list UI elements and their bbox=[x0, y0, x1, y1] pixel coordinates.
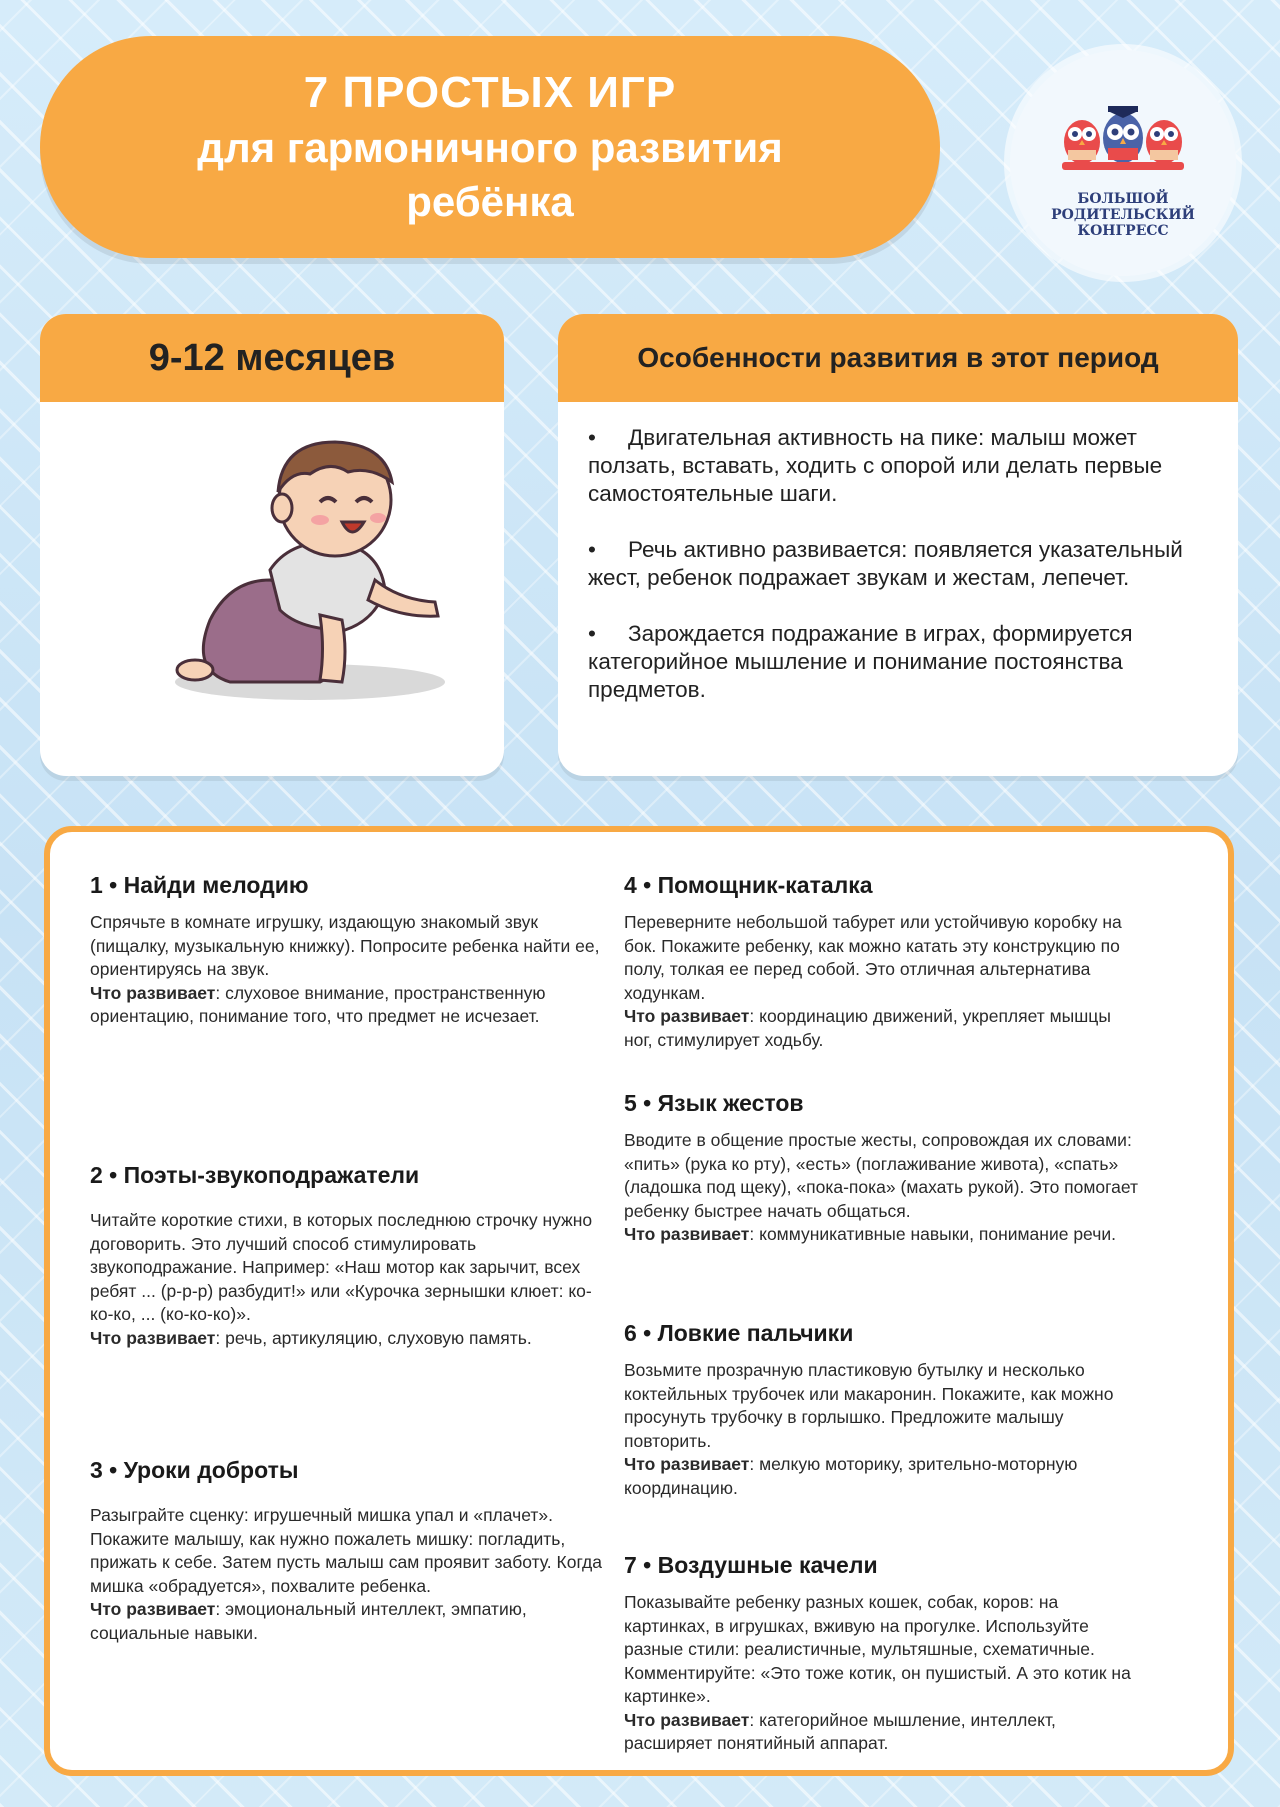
game-develops bbox=[90, 982, 610, 1029]
logo-text-line-1: БОЛЬШОЙ bbox=[1077, 191, 1169, 207]
game-7 bbox=[624, 1552, 1144, 1756]
title-line-2: для гармоничного развития bbox=[197, 124, 783, 171]
feature-text: Зарождается подражание в играх, формируется категорийное мышление и понимание постоянства предметов. bbox=[588, 621, 1133, 702]
develops-text: : категорийное мышление, интеллект, расширяет понятийный аппарат. bbox=[624, 1709, 1056, 1753]
develops-label: Что развивает bbox=[624, 1454, 750, 1474]
develops-text: : координацию движений, укрепляет мышцы ног, стимулирует ходьбу. bbox=[624, 1006, 1111, 1050]
bullet: • bbox=[588, 537, 596, 562]
game-1 bbox=[90, 872, 610, 1029]
game-title: 4 • Помощник-каталка bbox=[624, 872, 873, 898]
title-line-3: ребёнка bbox=[406, 178, 574, 225]
features-card bbox=[558, 314, 1238, 776]
feature-item bbox=[588, 536, 1208, 592]
game-title: 3 • Уроки доброты bbox=[90, 1457, 299, 1483]
develops-text: : эмоциональный интеллект, эмпатию, социальные навыки. bbox=[90, 1599, 527, 1643]
feature-text: Речь активно развивается: появляется указательный жест, ребенок подражает звукам и жестам, лепечет. bbox=[588, 537, 1183, 590]
develops-text: : слуховое внимание, пространственную ориентацию, понимание того, что предмет не исчезает. bbox=[90, 982, 546, 1026]
feature-item bbox=[588, 620, 1208, 704]
develops-label: Что развивает bbox=[90, 1327, 216, 1348]
game-title: 7 • Воздушные качели bbox=[624, 1552, 878, 1578]
features-title: Особенности развития в этот период bbox=[558, 314, 1238, 402]
game-text: Вводите в общение простые жесты, сопровождая их словами: «пить» (рука ко рту), «есть» (поглаживание живота), «спать» (ладошка под щеку), «пока-пока» (махать рукой). Это помогает ребенку быстрее начать общаться. bbox=[624, 1130, 1139, 1221]
develops-label: Что развивает bbox=[624, 1006, 750, 1026]
game-develops bbox=[624, 1453, 1144, 1500]
game-title: 6 • Ловкие пальчики bbox=[624, 1320, 854, 1346]
game-6 bbox=[624, 1320, 1144, 1500]
feature-item bbox=[588, 424, 1208, 508]
develops-label: Что развивает bbox=[90, 1599, 216, 1619]
game-develops bbox=[624, 1709, 1144, 1756]
game-text: Переверните небольшой табурет или устойчивую коробку на бок. Покажите ребенку, как можно катать эту конструкцию по полу, толкая ее перед собой. Это отличная альтернатива ходункам. bbox=[624, 912, 1122, 1003]
game-5 bbox=[624, 1090, 1144, 1247]
develops-text: : речь, артикуляцию, слуховую память. bbox=[215, 1327, 532, 1348]
games-panel bbox=[44, 826, 1234, 1776]
owls-icon bbox=[1058, 96, 1188, 176]
game-develops bbox=[90, 1598, 610, 1645]
develops-label: Что развивает bbox=[624, 1709, 750, 1730]
develops-text: : коммуникативные навыки, понимание речи. bbox=[749, 1224, 1116, 1244]
game-text: Возьмите прозрачную пластиковую бутылку и несколько коктейльных трубочек или макаронин. Покажите, как можно просунуть трубочку в горлышко. Предложите малышу повторить. bbox=[624, 1360, 1114, 1451]
logo-text-line-3: КОНГРЕСС bbox=[1077, 223, 1169, 239]
game-develops bbox=[624, 1005, 1144, 1052]
title-line-1: 7 ПРОСТЫХ ИГР bbox=[303, 68, 677, 117]
title-banner bbox=[40, 36, 940, 258]
features-list bbox=[558, 402, 1238, 704]
game-develops bbox=[90, 1327, 610, 1351]
logo-text-line-2: РОДИТЕЛЬСКИЙ bbox=[1051, 207, 1195, 223]
game-text: Разыграйте сценку: игрушечный мишка упал и «плачет». Покажите малышу, как нужно пожалеть мишку: погладить, прижать к себе. Затем пусть малыш сам проявит заботу. Когда мишка «обрадуется», похвалите ребенка. bbox=[90, 1505, 602, 1596]
bullet: • bbox=[588, 621, 596, 646]
game-3 bbox=[90, 1457, 610, 1645]
game-title: 5 • Язык жестов bbox=[624, 1090, 804, 1116]
congress-logo bbox=[1010, 50, 1236, 276]
game-text: Показывайте ребенку разных кошек, собак, коров: на картинках, в игрушках, вживую на прогулке. Используйте разные стили: реалистичные, мультяшные, схематичные. Комментируйте: «Это тоже котик, он пушистый. А это котик на картинке». bbox=[624, 1592, 1131, 1706]
game-4 bbox=[624, 872, 1144, 1052]
feature-text: Двигательная активность на пике: малыш может ползать, вставать, ходить с опорой или делать первые самостоятельные шаги. bbox=[588, 425, 1163, 506]
game-2 bbox=[90, 1162, 610, 1350]
age-card bbox=[40, 314, 504, 776]
game-title: 1 • Найди мелодию bbox=[90, 872, 309, 898]
develops-text: : мелкую моторику, зрительно-моторную координацию. bbox=[624, 1454, 1078, 1498]
game-title: 2 • Поэты-звукоподражатели bbox=[90, 1162, 420, 1188]
game-text: Читайте короткие стихи, в которых последнюю строчку нужно договорить. Это лучший способ стимулировать звукоподражание. Например: «Наш мотор как зарычит, всех ребят ... (р-р-р) разбудит!» или «Курочка зернышки клюет: ко-ко-ко, ... (ко-ко-ко)». bbox=[90, 1210, 593, 1324]
age-title: 9-12 месяцев bbox=[40, 314, 504, 402]
game-develops bbox=[624, 1223, 1144, 1247]
game-text: Спрячьте в комнате игрушку, издающую знакомый звук (пищалку, музыкальную книжку). Попросите ребенка найти ее, ориентируясь на звук. bbox=[90, 912, 600, 979]
bullet: • bbox=[588, 425, 596, 450]
develops-label: Что развивает bbox=[624, 1224, 750, 1244]
crawling-baby-icon bbox=[170, 430, 470, 730]
develops-label: Что развивает bbox=[90, 982, 216, 1003]
